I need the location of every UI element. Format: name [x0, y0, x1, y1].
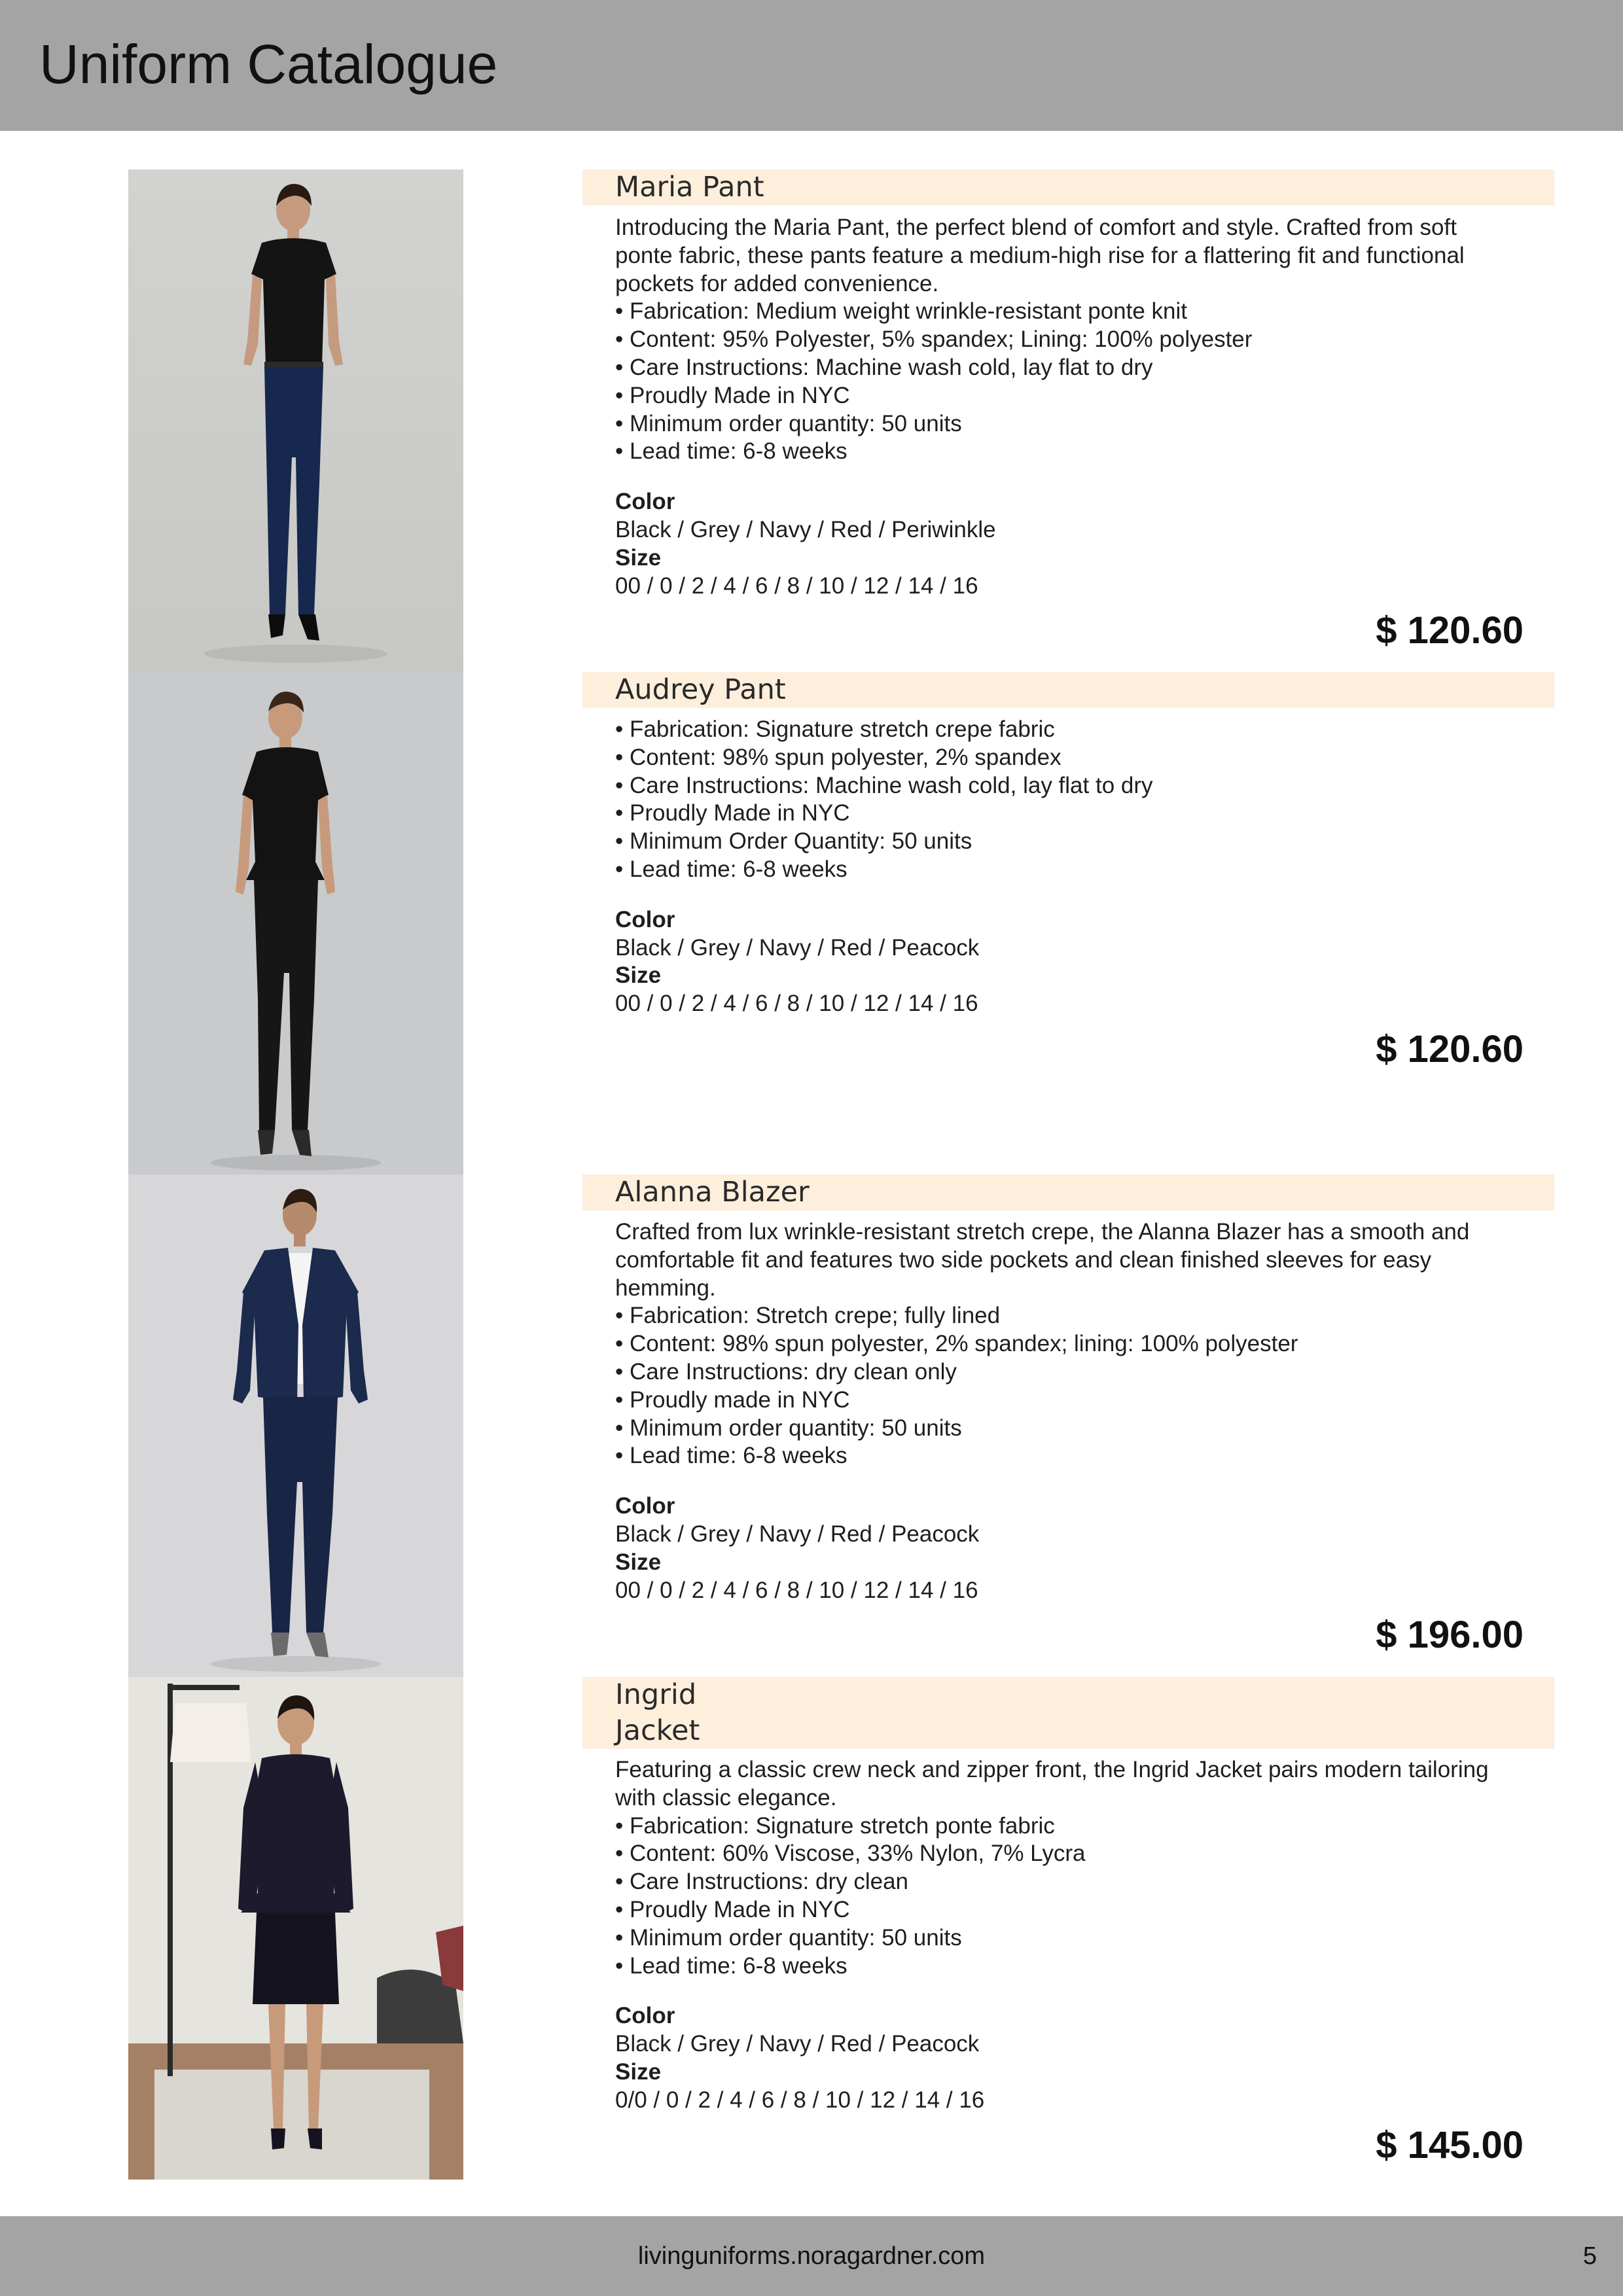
feature-list	[615, 1302, 1518, 1470]
product-photo-ingrid-jacket	[128, 1677, 463, 2180]
size-label: Size	[615, 1549, 662, 1575]
product-title-ingrid-jacket	[582, 1677, 1554, 1749]
feature-item: • Fabrication: Signature stretch crepe fabric	[615, 716, 1518, 744]
feature-item: • Fabrication: Signature stretch ponte fabric	[615, 1812, 1518, 1841]
product-photo-audrey-pant	[128, 672, 463, 1174]
website-link[interactable]: livinguniforms.noragardner.com	[637, 2242, 986, 2270]
feature-item: • Care Instructions: Machine wash cold, lay flat to dry	[615, 772, 1518, 800]
product-details-alanna-blazer	[615, 1218, 1518, 1604]
feature-item: • Minimum order quantity: 50 units	[615, 1415, 1518, 1443]
color-options: Black / Grey / Navy / Red / Periwinkle	[615, 516, 996, 542]
product-description: Featuring a classic crew neck and zipper front, the Ingrid Jacket pairs modern tailoring with classic elegance.	[615, 1757, 1489, 1810]
color-label: Color	[615, 2003, 675, 2029]
feature-item: • Proudly made in NYC	[615, 1386, 1518, 1415]
product-title-maria-pant	[582, 169, 1554, 205]
model-photo-ingrid-jacket	[128, 1677, 463, 2180]
feature-item: • Lead time: 6-8 weeks	[615, 1442, 1518, 1470]
size-options: 00 / 0 / 2 / 4 / 6 / 8 / 10 / 12 / 14 / 16	[615, 991, 978, 1017]
product-name-line-2: Jacket	[615, 1714, 700, 1747]
color-label: Color	[615, 1493, 675, 1519]
feature-list	[615, 298, 1518, 466]
feature-item: • Content: 60% Viscose, 33% Nylon, 7% Lycra	[615, 1840, 1518, 1868]
feature-item: • Fabrication: Medium weight wrinkle-resistant ponte knit	[615, 298, 1518, 326]
feature-item: • Lead time: 6-8 weeks	[615, 856, 1518, 884]
product-description: Introducing the Maria Pant, the perfect blend of comfort and style. Crafted from soft ponte fabric, these pants feature a medium-high rise for a flattering fit and functional pockets for added convenience.	[615, 215, 1465, 296]
color-label: Color	[615, 906, 675, 932]
color-options: Black / Grey / Navy / Red / Peacock	[615, 1521, 980, 1547]
product-photo-maria-pant	[128, 169, 463, 672]
feature-item: • Minimum Order Quantity: 50 units	[615, 828, 1518, 856]
size-label: Size	[615, 544, 662, 571]
product-price-alanna-blazer: $ 196.00	[1376, 1614, 1524, 1656]
product-price-ingrid-jacket: $ 145.00	[1376, 2124, 1524, 2166]
product-title-audrey-pant	[582, 672, 1554, 708]
product-details-ingrid-jacket	[615, 1756, 1518, 2115]
feature-item: • Lead time: 6-8 weeks	[615, 1952, 1518, 1981]
feature-item: • Minimum order quantity: 50 units	[615, 1924, 1518, 1952]
size-options: 00 / 0 / 2 / 4 / 6 / 8 / 10 / 12 / 14 / 16	[615, 573, 978, 599]
color-options: Black / Grey / Navy / Red / Peacock	[615, 934, 980, 961]
size-label: Size	[615, 2058, 662, 2085]
feature-item: • Minimum order quantity: 50 units	[615, 410, 1518, 438]
product-description: Crafted from lux wrinkle-resistant stretch crepe, the Alanna Blazer has a smooth and comfortable fit and features two side pockets and clean finished sleeves for easy hemming.	[615, 1219, 1470, 1301]
feature-item: • Proudly Made in NYC	[615, 382, 1518, 410]
feature-item: • Content: 95% Polyester, 5% spandex; Lining: 100% polyester	[615, 326, 1518, 354]
model-photo-black-pant	[128, 672, 463, 1174]
feature-item: • Content: 98% spun polyester, 2% spandex	[615, 744, 1518, 772]
model-photo-navy-blazer	[128, 1174, 463, 1677]
product-photo-alanna-blazer	[128, 1174, 463, 1677]
feature-list	[615, 1812, 1518, 1981]
feature-item: • Care Instructions: dry clean only	[615, 1358, 1518, 1386]
product-details-audrey-pant	[615, 716, 1518, 1018]
product-name: Maria Pant	[615, 171, 764, 203]
size-options: 00 / 0 / 2 / 4 / 6 / 8 / 10 / 12 / 14 / 16	[615, 1577, 978, 1603]
feature-list	[615, 716, 1518, 884]
product-name: Audrey Pant	[615, 673, 786, 706]
feature-item: • Lead time: 6-8 weeks	[615, 438, 1518, 466]
page-title: Uniform Catalogue	[39, 33, 498, 95]
color-label: Color	[615, 489, 675, 515]
product-details-maria-pant	[615, 214, 1518, 600]
feature-item: • Care Instructions: Machine wash cold, lay flat to dry	[615, 354, 1518, 382]
page-header	[0, 0, 1623, 131]
product-price-maria-pant: $ 120.60	[1376, 609, 1524, 652]
size-options: 0/0 / 0 / 2 / 4 / 6 / 8 / 10 / 12 / 14 / 16	[615, 2087, 985, 2113]
product-name: Alanna Blazer	[615, 1176, 810, 1209]
feature-item: • Proudly Made in NYC	[615, 800, 1518, 828]
size-label: Size	[615, 963, 662, 989]
feature-item: • Care Instructions: dry clean	[615, 1868, 1518, 1896]
feature-item: • Proudly Made in NYC	[615, 1896, 1518, 1924]
color-options: Black / Grey / Navy / Red / Peacock	[615, 2031, 980, 2057]
page-number: 5	[1582, 2242, 1597, 2270]
product-title-alanna-blazer	[582, 1174, 1554, 1210]
feature-item: • Content: 98% spun polyester, 2% spandex; lining: 100% polyester	[615, 1330, 1518, 1358]
model-photo-navy-pant	[128, 169, 463, 672]
product-name-line-1: Ingrid	[615, 1678, 697, 1711]
product-price-audrey-pant: $ 120.60	[1376, 1028, 1524, 1070]
feature-item: • Fabrication: Stretch crepe; fully lined	[615, 1302, 1518, 1330]
page-footer	[0, 2216, 1623, 2296]
